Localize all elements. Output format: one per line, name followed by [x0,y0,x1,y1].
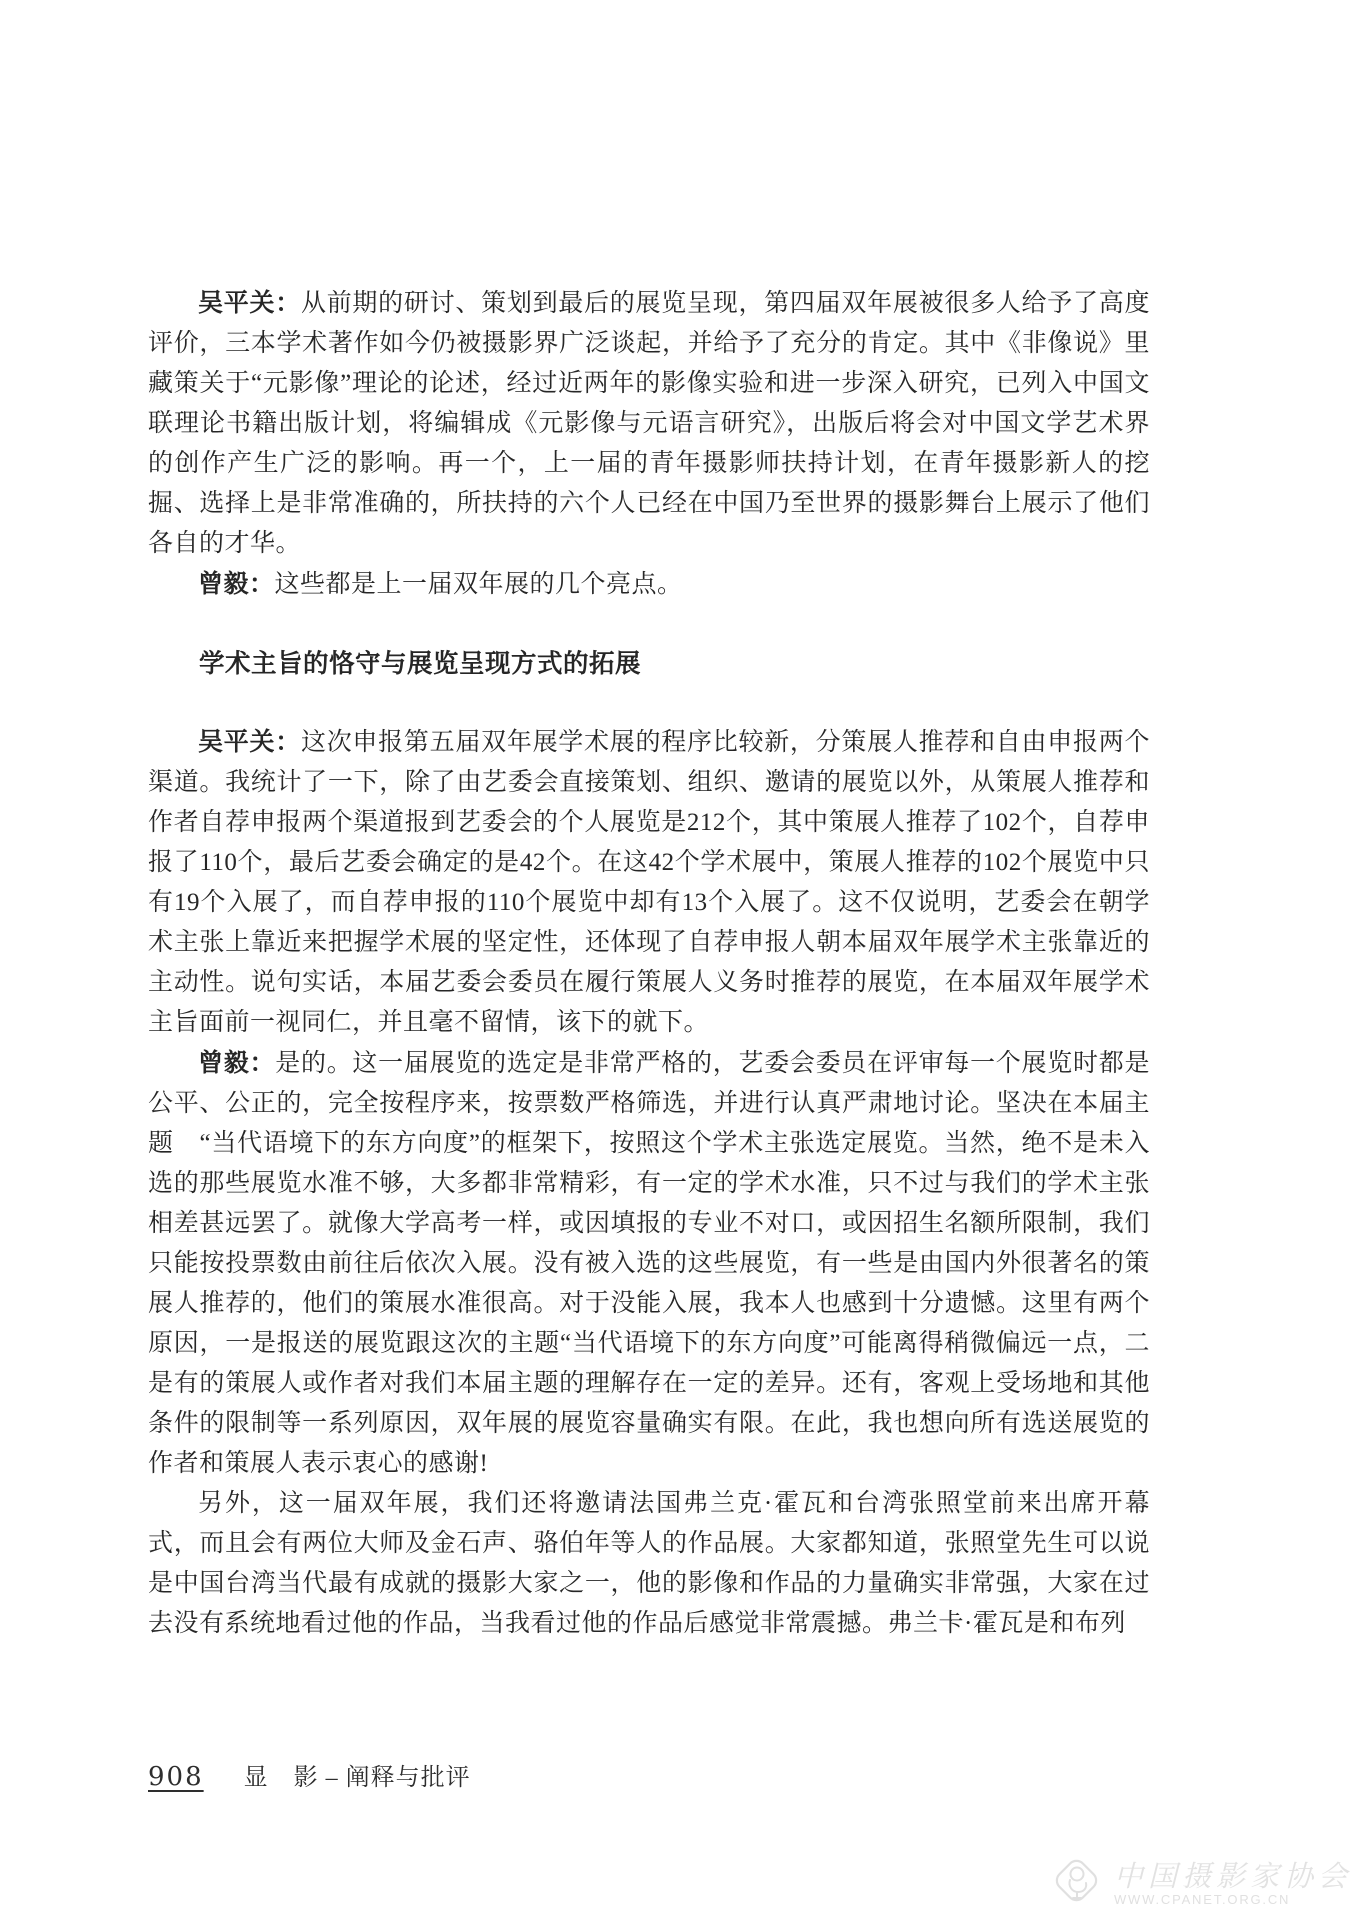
article-body [148,283,1150,1644]
dialog-paragraph: 曾毅：这些都是上一届双年展的几个亮点。 [198,570,683,598]
cpanet-logo-icon [1052,1853,1104,1914]
speaker-name: 吴平关： [198,728,301,756]
speaker-name: 曾毅： [198,570,275,598]
speaker-name: 曾毅： [198,1049,276,1077]
dialog-paragraph: 曾毅：是的。这一届展览的选定是非常严格的，艺委会委员在评审每一个展览时都是公平、公正的，完全按程序来，按票数严格筛选，并进行认真严肃地讨论。坚决在本届主题 “当代语境下的东方向度”的框架下，按照这个学术主张选定展览。当然，绝不是未入选的那些展览水准不够，大多都非常精彩，有一定的学术水准，只不过与我们的学术主张相差甚远罢了。就像大学高考一样，或因填报的专业不对口，或因招生名额所限制，我们只能按投票数由前往后依次入展。没有被入选的这些展览，有一些是由国内外很著名的策展人推荐的，他们的策展水准很高。对于没能入展，我本人也感到十分遗憾。这里有两个原因，一是报送的展览跟这次的主题“当代语境下的东方向度”可能离得稍微偏远一点，二是有的策展人或作者对我们本届主题的理解存在一定的差异。还有，客观上受场地和其他条件的限制等一系列原因，双年展的展览容量确实有限。在此，我也想向所有选送展览的作者和策展人表示衷心的感谢! [148,1049,1150,1477]
speaker-name: 吴平关： [198,289,301,317]
section-heading: 学术主旨的恪守与展览呈现方式的拓展 [199,650,642,678]
watermark-org-name: 中国摄影家协会 [1113,1858,1352,1893]
dialog-paragraph: 吴平关：这次申报第五届双年展学术展的程序比较新，分策展人推荐和自由申报两个渠道。我统计了一下，除了由艺委会直接策划、组织、邀请的展览以外，从策展人推荐和作者自荐申报两个渠道报到艺委会的个人展览是212个，其中策展人推荐了102个，自荐申报了110个，最后艺委会确定的是42个。在这42个学术展中，策展人推荐的102个展览中只有19个入展了，而自荐申报的110个展览中却有13个入展了。这不仅说明，艺委会在朝学术主张上靠近来把握学术展的坚定性，还体现了自荐申报人朝本届双年展学术主张靠近的主动性。说句实话，本届艺委会委员在履行策展人义务时推荐的展览，在本届双年展学术主旨面前一视同仁，并且毫不留情，该下的就下。 [148,728,1150,1036]
page-number: 908 [148,1762,204,1792]
dialog-paragraph: 吴平关：从前期的研讨、策划到最后的展览呈现，第四届双年展被很多人给予了高度评价，三本学术著作如今仍被摄影界广泛谈起，并给予了充分的肯定。其中《非像说》里藏策关于“元影像”理论的论述，经过近两年的影像实验和进一步深入研究，已列入中国文联理论书籍出版计划，将编辑成《元影像与元语言研究》，出版后将会对中国文学艺术界的创作产生广泛的影响。再一个，上一届的青年摄影师扶持计划，在青年摄影新人的挖掘、选择上是非常准确的，所扶持的六个人已经在中国乃至世界的摄影舞台上展示了他们各自的才华。 [148,289,1150,557]
paragraph: 另外，这一届双年展，我们还将邀请法国弗兰克·霍瓦和台湾张照堂前来出席开幕式，而且会有两位大师及金石声、骆伯年等人的作品展。大家都知道，张照堂先生可以说是中国台湾当代最有成就的摄影大家之一，他的影像和作品的力量确实非常强，大家在过去没有系统地看过他的作品，当我看过他的作品后感觉非常震撼。弗兰卡·霍瓦是和布列 [148,1490,1150,1637]
watermark [1052,1853,1352,1914]
page-footer [148,1757,471,1792]
book-title: 显 影 – 阐释与批评 [243,1765,471,1791]
watermark-url: WWW.CPANET.ORG.CN [1113,1891,1291,1907]
